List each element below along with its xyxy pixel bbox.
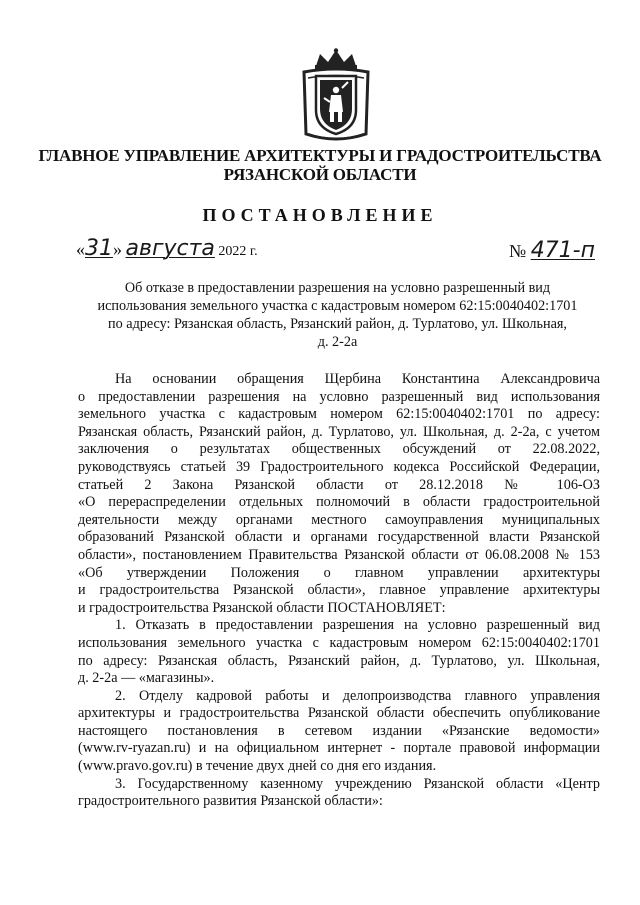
body-line: использования земельного участка с кадастровым номером 62:15:0040402:1701 xyxy=(78,634,600,651)
body-line: 2. Отделу кадровой работы и делопроизводства главного управления xyxy=(115,687,600,704)
body-line: по адресу: Рязанская область, Рязанский район, д. Турлатово, ул. Школьная, xyxy=(78,652,600,669)
number-sign: № xyxy=(509,241,527,261)
subject-line: по адресу: Рязанская область, Рязанский район, д. Турлатово, ул. Школьная, xyxy=(108,316,567,332)
body-line: архитектуры и градостроительства Рязанской области обеспечить опубликование xyxy=(78,705,600,722)
body-line: образований Рязанской области и органами государственной власти Рязанской xyxy=(78,529,600,546)
document-type-title: ПОСТАНОВЛЕНИЕ xyxy=(202,205,438,225)
date-month: августа xyxy=(125,236,215,261)
document-number xyxy=(509,238,595,263)
body-line: руководствуясь статьей 39 Градостроительного кодекса Российской Федерации, xyxy=(78,458,600,475)
body-line: статьей 2 Закона Рязанской области от 28.12.2018 № 106-ОЗ xyxy=(78,476,600,493)
document-date xyxy=(76,236,258,272)
body-line: и градостроительства Рязанской области ПОСТАНОВЛЯЕТ: xyxy=(78,599,446,616)
body-line: 1. Отказать в предоставлении разрешения на условно разрешенный вид xyxy=(115,617,600,634)
body-line: «О перераспределении отдельных полномочий в области градостроительной xyxy=(78,494,600,511)
body-line: д. 2-2а — «магазины». xyxy=(78,670,215,687)
number-value: 471-п xyxy=(530,238,596,263)
body-line: области», постановлением Правительства Рязанской области от 06.08.2008 № 153 xyxy=(78,546,600,563)
body-line: (www.pravo.gov.ru) в течение двух дней со дня его издания. xyxy=(78,758,437,775)
document-body xyxy=(78,371,600,811)
org-name-line2: РЯЗАНСКОЙ ОБЛАСТИ xyxy=(223,165,417,184)
body-line: настоящего постановления в сетевом издании «Рязанские ведомости» xyxy=(78,722,600,739)
date-open-quote: « xyxy=(76,239,85,259)
subject-line: использования земельного участка с кадастровым номером 62:15:0040402:1701 xyxy=(97,298,578,314)
body-line: заключения о результатах общественных обсуждений от 22.08.2022, xyxy=(78,441,600,458)
body-line: земельного участка с кадастровым номером 62:15:0040402:1701 по адресу: xyxy=(78,406,600,423)
coat-of-arms-icon xyxy=(296,48,376,144)
subject-line: д. 2-2а xyxy=(317,334,358,350)
date-year: 2022 г. xyxy=(218,244,258,259)
date-close-quote: » xyxy=(113,239,122,259)
subject-line: Об отказе в предоставлении разрешения на условно разрешенный вид xyxy=(124,280,551,296)
body-line: «Об утверждении Положения о главном управлении архитектуры xyxy=(78,564,600,581)
body-line: (www.rv-ryazan.ru) и на официальном интернет - портале правовой информации xyxy=(78,740,600,757)
body-line: деятельности между органами местного самоуправления муниципальных xyxy=(78,511,600,528)
body-line: 3. Государственному казенному учреждению Рязанской области «Центр xyxy=(115,775,600,792)
body-line: о предоставлении разрешения на условно разрешенный вид использования xyxy=(78,388,600,405)
date-day: 31 xyxy=(85,236,113,261)
document-subject xyxy=(80,279,595,351)
body-line: На основании обращения Щербина Константина Александровича xyxy=(115,371,600,387)
body-line: Рязанская область, Рязанский район, д. Турлатово, ул. Школьная, д. 2-2а, с учетом xyxy=(78,423,600,440)
body-line: и градостроительства Рязанской области», главное управление архитектуры xyxy=(78,582,600,599)
body-line: градостроительного развития Рязанской области»: xyxy=(78,793,383,810)
org-name-line1: ГЛАВНОЕ УПРАВЛЕНИЕ АРХИТЕКТУРЫ И ГРАДОСТРОИТЕЛЬСТВА xyxy=(38,146,602,165)
